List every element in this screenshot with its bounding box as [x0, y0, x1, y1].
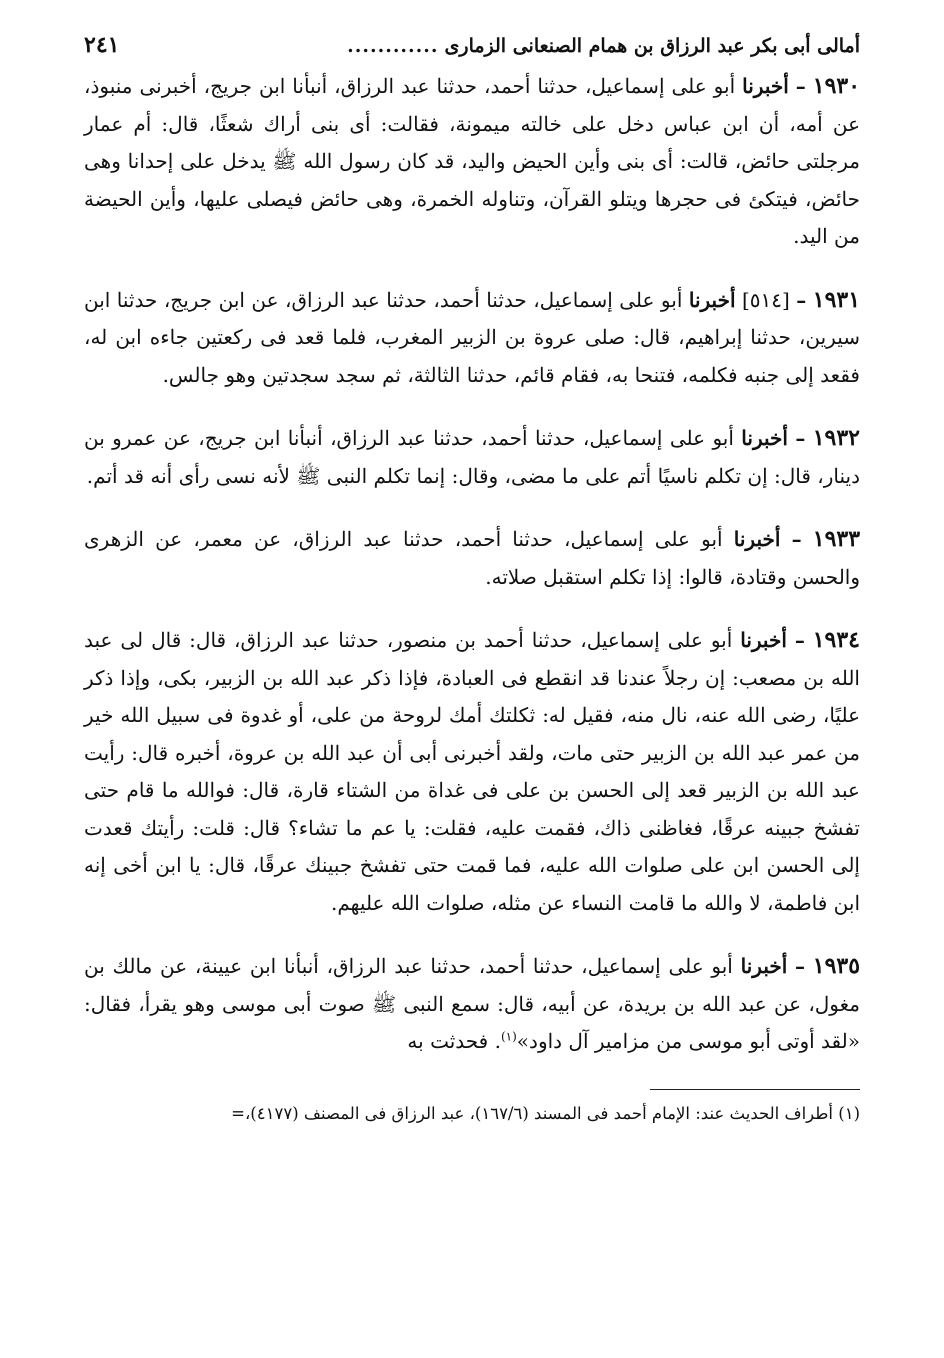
manuscript-page-ref: [٥١٤] — [741, 287, 790, 312]
hadith-text: أبو على إسماعيل، حدثنا أحمد، حدثنا عبد الرزاق، عن ابن جريج، حدثنا ابن سيرين، حدثنا إبراهيم، قال: صلى عروة بن الزبير المغرب، فلما قعد فى ركعتين جاءه ابن له، فقعد إلى جنبه فكلمه، فتنحا به، فقام قائم، حدثنا الثالثة، ثم سجد سجدتين وهو جالس. — [84, 287, 860, 387]
hadith-number: ١٩٣٤ — [812, 627, 860, 653]
hadith-number: ١٩٣٣ — [812, 526, 861, 552]
hadith-text: أبو على إسماعيل، حدثنا أحمد، حدثنا عبد الرزاق، أنبأنا ابن جريج، عن عمرو بن دينار، قال: إن تكلم ناسيًا أتم على ما مضى، وقال: إنما تكلم النبى ﷺ لأنه نسى رأى أنه قد أتم. — [84, 426, 860, 488]
hadith-number: ١٩٣١ — [812, 286, 861, 313]
hadith-lead-word: أخبرنا — [733, 527, 781, 551]
hadith-1935 — [84, 948, 860, 1061]
footnote: (١) أطراف الحديث عند: الإمام أحمد فى المسند (١٦٧/٦)، عبد الرزاق فى المصنف (٤١٧٧)،= — [231, 1103, 860, 1123]
hadith-lead-word: أخبرنا — [740, 628, 787, 652]
hadith-1933 — [84, 521, 860, 596]
hadith-dash: – — [791, 527, 802, 551]
hadith-text: أبو على إسماعيل، حدثنا أحمد بن منصور، حدثنا عبد الرزاق، قال: قال لى عبد الله بن مصعب: إن رجلاً عندنا قد انقطع فى العبادة، فإذا ذكر عبد الله بن الزبير، بكى، وإذا ذكر عليًا، رضى الله عنه، نال منه، فقيل له: ثكلتك أمك لروحة من على، أو غدوة فى سبيل الله خير من عمر عبد الله بن الزبير حتى مات، ولقد أخبرنى أبى أن عبد الله بن عروة، أخبره قال: رأيت عبد الله بن الزبير قعد إلى الحسن بن على فى غداة من الشتاء قارة، قال: فوالله ما قام حتى تفشخ جبينه عرقًا، فغاظنى ذاك، فقمت عليه، فقلت: يا عم ما تشاء؟ قال: قلت: رأيتك قعدت إلى الحسن ابن على صلوات الله عليه، فما قمت حتى تفشخ جبينك عرقًا، قال: يا ابن أخى إنه ابن فاطمة، لا والله ما قامت النساء عن مثله، صلوات الله عليهم. — [84, 628, 860, 915]
hadith-text-continued: . فحدثت به — [407, 1029, 501, 1053]
book-page — [84, 22, 860, 1128]
hadith-1932 — [84, 420, 860, 495]
hadith-lead-word: أخبرنا — [742, 74, 789, 98]
footnote-marker[interactable]: (١) — [500, 1029, 517, 1044]
hadith-dash: – — [795, 74, 806, 98]
hadith-1931 — [84, 282, 860, 395]
hadith-text: أبو على إسماعيل، حدثنا أحمد، حدثنا عبد الرزاق، أنبأنا ابن جريج، أخبرنى منبوذ، عن أمه، أن ابن عباس دخل على خالته ميمونة، فقالت: أى بنى أراك شعثًا، قال: أم عمار مرجلتى حائض، قالت: أى بنى وأين الحيض واليد، قد كان رسول الله ﷺ يدخل على إحدانا وهى حائض، فيتكئ فى حجرها ويتلو القرآن، وتناوله الخمرة، وهى حائض فيصلى عليها، وأين الحيضة من اليد. — [84, 74, 860, 248]
header-title-group — [347, 23, 860, 69]
hadith-text: أبو على إسماعيل، حدثنا أحمد، حدثنا عبد الرزاق، أنبأنا ابن عيينة، عن مالك بن مغول، عن عبد الله بن بريدة، عن أبيه، قال: سمع النبى ﷺ صوت أبى موسى وهو يقرأ، فقال: «لقد أوتى أبو موسى من مزامير آل داود» — [84, 954, 860, 1053]
hadith-text: أبو على إسماعيل، حدثنا أحمد، حدثنا عبد الرزاق، عن معمر، عن الزهرى والحسن وقتادة، قالوا: إذا تكلم استقبل صلاته. — [84, 527, 860, 589]
hadith-dash: – — [795, 426, 806, 450]
header-title: أمالى أبى بكر عبد الرزاق بن همام الصنعانى الزمارى — [444, 35, 860, 57]
header-leader-dots: ............ — [347, 35, 439, 57]
page-number: ٢٤١ — [84, 32, 120, 58]
hadith-dash: – — [795, 954, 806, 978]
hadith-dash: – — [794, 628, 805, 652]
hadith-lead-word: أخبرنا — [741, 426, 788, 450]
hadith-dash: – — [796, 287, 807, 312]
footnote-divider — [650, 1089, 860, 1090]
hadith-number: ١٩٣٠ — [812, 73, 861, 99]
running-header — [84, 22, 860, 68]
hadith-1930 — [84, 68, 860, 256]
hadith-lead-word: أخبرنا — [688, 287, 736, 312]
hadith-1934 — [84, 622, 860, 922]
hadith-number: ١٩٣٢ — [812, 425, 860, 451]
hadith-lead-word: أخبرنا — [740, 954, 788, 978]
hadith-number: ١٩٣٥ — [812, 953, 861, 979]
